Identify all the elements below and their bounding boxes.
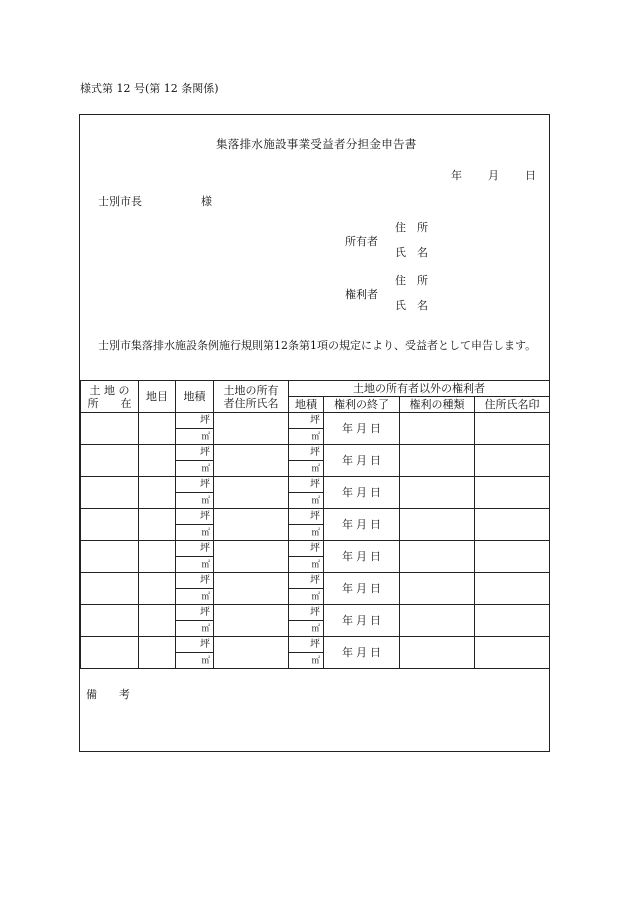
rights-holder-address-label: 住 所 [395,274,428,287]
cell-area-sqm[interactable]: ㎡ [176,429,214,445]
cell-sub-area-sqm[interactable]: ㎡ [289,493,324,509]
cell-area-sqm[interactable]: ㎡ [176,621,214,637]
cell-area-sqm[interactable]: ㎡ [176,589,214,605]
cell-rights-end-date[interactable]: 年 月 日 [324,477,400,509]
form-title: 集落排水施設事業受益者分担金申告書 [216,137,417,151]
cell-address-seal[interactable] [475,477,550,509]
header-other-rights-group: 土地の所有者以外の権利者 [289,381,550,397]
date-year-label: 年 [451,169,462,182]
cell-owner[interactable] [214,541,289,573]
cell-area-tsubo[interactable]: 坪 [176,541,214,557]
cell-location[interactable] [81,637,139,669]
table-row [81,509,550,525]
owner-role-label: 所有者 [345,235,378,248]
cell-sub-area-tsubo[interactable]: 坪 [289,445,324,461]
cell-owner[interactable] [214,445,289,477]
cell-rights-type[interactable] [400,413,475,445]
cell-address-seal[interactable] [475,637,550,669]
cell-land-category[interactable] [139,413,176,445]
cell-land-category[interactable] [139,477,176,509]
cell-area-sqm[interactable]: ㎡ [176,653,214,669]
declaration-text: 士別市集落排水施設条例施行規則第12条第1項の規定により、受益者として申告します。 [98,339,537,352]
cell-rights-type[interactable] [400,541,475,573]
cell-sub-area-sqm[interactable]: ㎡ [289,525,324,541]
cell-area-tsubo[interactable]: 坪 [176,477,214,493]
form-number: 様式第 12 号(第 12 条関係) [80,82,219,95]
cell-location[interactable] [81,541,139,573]
land-table [80,380,550,669]
cell-address-seal[interactable] [475,541,550,573]
cell-land-category[interactable] [139,509,176,541]
cell-area-sqm[interactable]: ㎡ [176,525,214,541]
cell-location[interactable] [81,573,139,605]
cell-sub-area-tsubo[interactable]: 坪 [289,573,324,589]
cell-rights-end-date[interactable]: 年 月 日 [324,541,400,573]
cell-land-category[interactable] [139,573,176,605]
addressee-name: 士別市長 [98,195,142,208]
cell-area-tsubo[interactable]: 坪 [176,573,214,589]
cell-land-category[interactable] [139,541,176,573]
table-header-row [81,381,550,397]
cell-owner[interactable] [214,605,289,637]
header-land-category: 地目 [139,381,176,413]
cell-sub-area-tsubo[interactable]: 坪 [289,509,324,525]
table-row [81,477,550,493]
cell-sub-area-tsubo[interactable]: 坪 [289,605,324,621]
header-rights-end: 権利の終了 [324,397,400,413]
cell-area-tsubo[interactable]: 坪 [176,605,214,621]
cell-sub-area-tsubo[interactable]: 坪 [289,541,324,557]
cell-owner[interactable] [214,637,289,669]
cell-area-tsubo[interactable]: 坪 [176,637,214,653]
cell-sub-area-sqm[interactable]: ㎡ [289,557,324,573]
cell-address-seal[interactable] [475,573,550,605]
rights-holder-role-label: 権利者 [345,288,378,301]
cell-address-seal[interactable] [475,445,550,477]
cell-sub-area-sqm[interactable]: ㎡ [289,429,324,445]
table-row [81,541,550,557]
cell-address-seal[interactable] [475,509,550,541]
cell-rights-end-date[interactable]: 年 月 日 [324,637,400,669]
cell-address-seal[interactable] [475,605,550,637]
cell-sub-area-sqm[interactable]: ㎡ [289,461,324,477]
rights-holder-name-label: 氏 名 [395,299,428,312]
cell-location[interactable] [81,445,139,477]
table-row [81,637,550,653]
cell-sub-area-tsubo[interactable]: 坪 [289,413,324,429]
cell-location[interactable] [81,509,139,541]
cell-location[interactable] [81,477,139,509]
header-owner: 土地の所有 者住所氏名 [214,381,289,413]
cell-area-tsubo[interactable]: 坪 [176,413,214,429]
cell-location[interactable] [81,413,139,445]
cell-owner[interactable] [214,573,289,605]
table-row [81,573,550,589]
cell-land-category[interactable] [139,637,176,669]
cell-land-category[interactable] [139,445,176,477]
cell-land-category[interactable] [139,605,176,637]
form-frame [79,114,550,752]
cell-rights-type[interactable] [400,573,475,605]
cell-area-sqm[interactable]: ㎡ [176,557,214,573]
cell-owner[interactable] [214,509,289,541]
cell-rights-type[interactable] [400,477,475,509]
cell-rights-type[interactable] [400,637,475,669]
date-month-label: 月 [488,169,499,182]
cell-rights-end-date[interactable]: 年 月 日 [324,605,400,637]
cell-sub-area-sqm[interactable]: ㎡ [289,621,324,637]
cell-rights-end-date[interactable]: 年 月 日 [324,413,400,445]
owner-address-label: 住 所 [395,221,428,234]
table-row [81,445,550,461]
cell-sub-area-tsubo[interactable]: 坪 [289,637,324,653]
addressee-honorific: 様 [201,195,212,208]
cell-area-tsubo[interactable]: 坪 [176,445,214,461]
owner-name-label: 氏 名 [395,246,428,259]
cell-rights-end-date[interactable]: 年 月 日 [324,445,400,477]
remarks-label: 備 考 [86,688,130,701]
cell-owner[interactable] [214,477,289,509]
table-row [81,413,550,429]
cell-rights-type[interactable] [400,445,475,477]
cell-owner[interactable] [214,413,289,445]
header-area: 地積 [176,381,214,413]
cell-sub-area-sqm[interactable]: ㎡ [289,653,324,669]
cell-sub-area-tsubo[interactable]: 坪 [289,477,324,493]
header-address-seal: 住所氏名印 [475,397,550,413]
cell-rights-end-date[interactable]: 年 月 日 [324,509,400,541]
table-body [81,413,550,669]
date-day-label: 日 [525,169,536,182]
header-location: 土 地 の 所 在 [81,381,139,413]
cell-sub-area-sqm[interactable]: ㎡ [289,589,324,605]
cell-rights-type[interactable] [400,509,475,541]
cell-area-tsubo[interactable]: 坪 [176,509,214,525]
cell-area-sqm[interactable]: ㎡ [176,461,214,477]
header-rights-type: 権利の種類 [400,397,475,413]
table-row [81,605,550,621]
header-sub-area: 地積 [289,397,324,413]
cell-address-seal[interactable] [475,413,550,445]
cell-area-sqm[interactable]: ㎡ [176,493,214,509]
cell-rights-type[interactable] [400,605,475,637]
cell-location[interactable] [81,605,139,637]
cell-rights-end-date[interactable]: 年 月 日 [324,573,400,605]
